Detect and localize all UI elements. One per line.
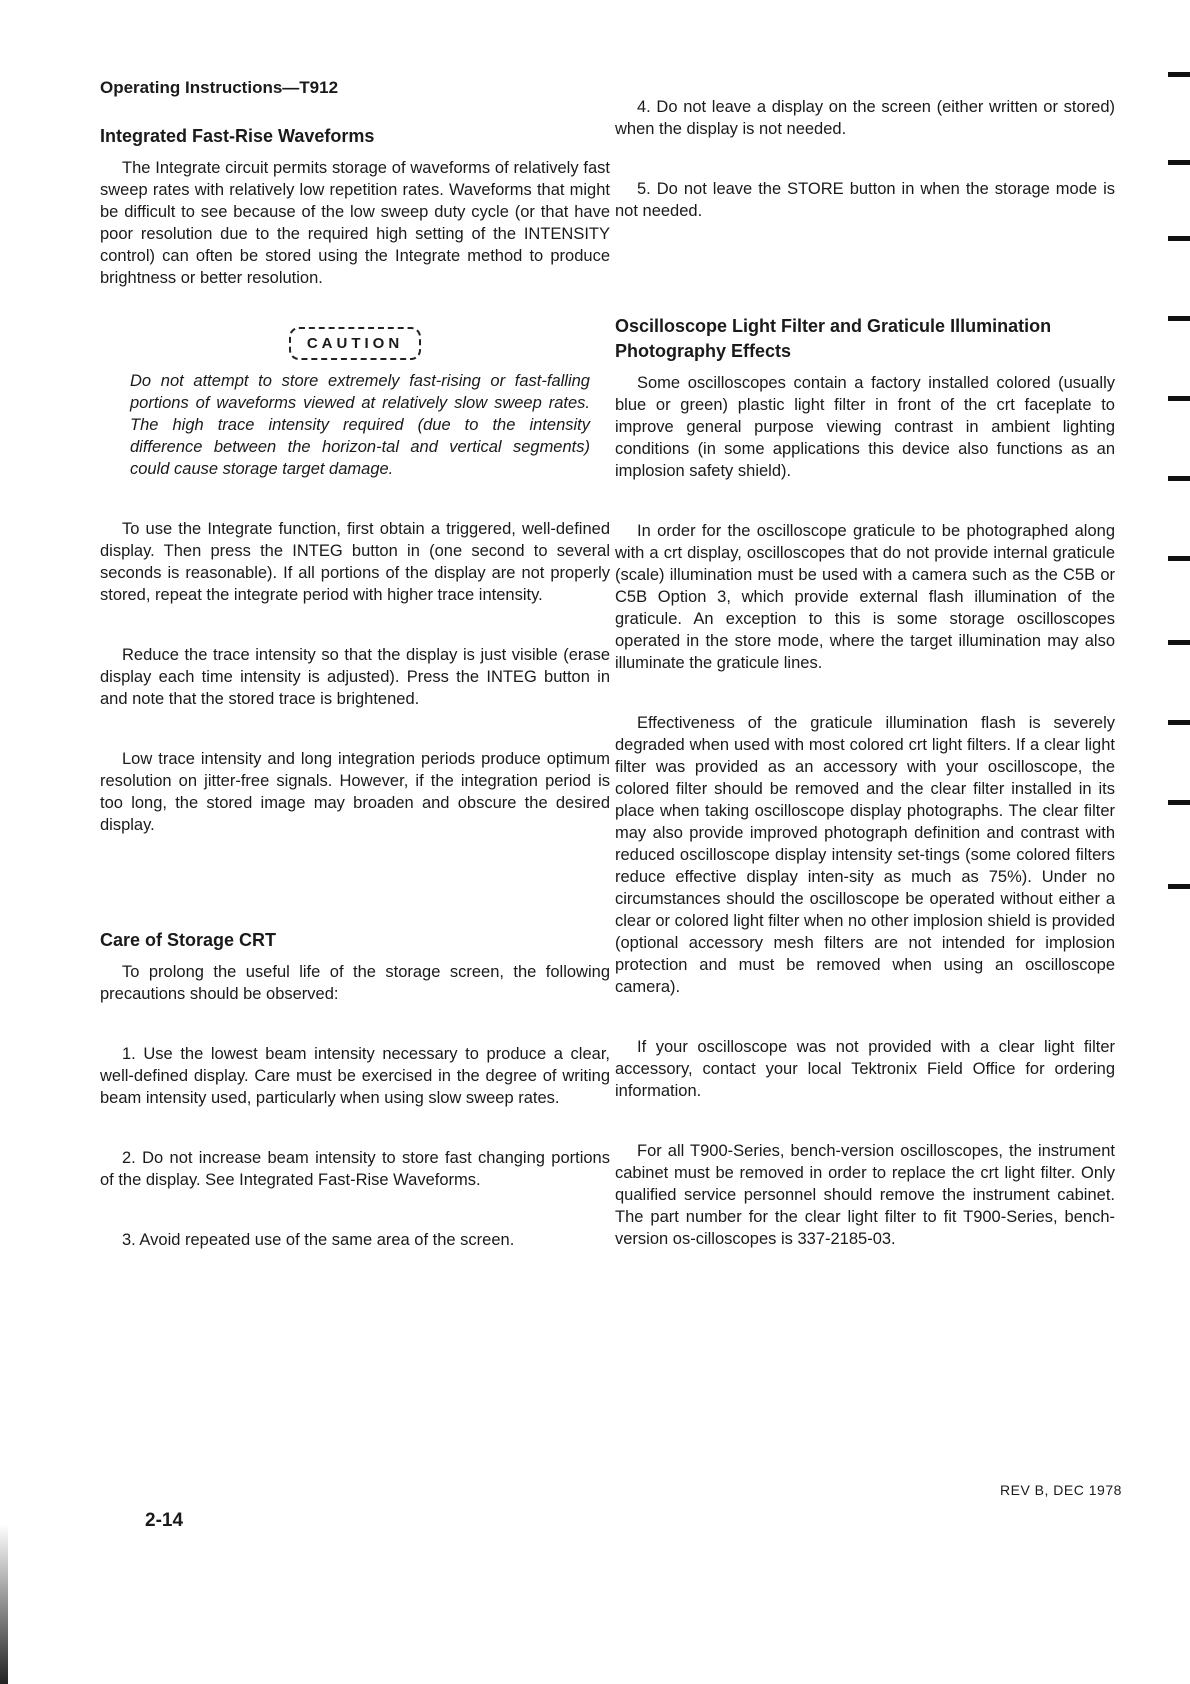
precaution-item-1: 1. Use the lowest beam intensity necessary to produce a clear, well-defined display. Care must be exercised in the degree of writing beam intensity used, particularly when using slow sweep rates. [100, 1045, 610, 1107]
edge-tab-mark [1168, 720, 1190, 725]
paragraph-integrate-use: To use the Integrate function, first obtain a triggered, well-defined display. Then press the INTEG button in (one second to several seconds is reasonable). If all portions of the display are not properly stored, repeat the integrate period with higher trace intensity. [100, 520, 610, 604]
paragraph-integrate-intro: The Integrate circuit permits storage of waveforms of relatively fast sweep rates with relatively low repetition rates. Waveforms that might be difficult to see because of the low sweep duty cycle (or that have poor resolution due to the required high setting of the INTENSITY control) can often be stored using the Integrate method to produce brightness or better resolution. [100, 159, 610, 287]
paragraph-graticule-photograph: In order for the oscilloscope graticule to be photographed along with a crt display, oscilloscopes that do not provide internal graticule (scale) illumination must be used with a camera such as the C5B or C5B Option 3, which provide external flash illumination of the graticule. An exception to this is some storage oscilloscopes operated in the store mode, where the target illumination may also illuminate the graticule lines. [615, 522, 1115, 672]
caution-text: Do not attempt to store extremely fast-rising or fast-falling portions of waveforms viewed at relatively slow sweep rates. The high trace intensity required (due to the intensity difference between the horizon-tal and vertical segments) could cause storage target damage. [130, 372, 590, 478]
precaution-item-4: 4. Do not leave a display on the screen (either written or stored) when the display is not needed. [615, 98, 1115, 138]
running-head: Operating Instructions—T912 [100, 78, 339, 97]
paragraph-precautions-intro: To prolong the useful life of the storage screen, the following precautions should be observed: [100, 963, 610, 1003]
edge-tab-mark [1168, 476, 1190, 481]
precaution-item-5: 5. Do not leave the STORE button in when the storage mode is not needed. [615, 180, 1115, 220]
edge-tab-mark [1168, 396, 1190, 401]
page-number: 2-14 [145, 1510, 184, 1531]
paragraph-reduce-intensity: Reduce the trace intensity so that the display is just visible (erase display each time intensity is adjusted). Press the INTEG button in and note that the stored trace is brightened. [100, 646, 610, 708]
paragraph-part-number: For all T900-Series, bench-version oscilloscopes, the instrument cabinet must be removed in order to replace the crt light filter. Only qualified service personnel should remove the instrument cabinet. The part number for the clear light filter to fit T900-Series, bench-version os-cilloscopes is 337-2185-03. [615, 1142, 1115, 1248]
caution-label: CAUTION [289, 327, 421, 360]
edge-tab-mark [1168, 160, 1190, 165]
paragraph-low-intensity: Low trace intensity and long integration periods produce optimum resolution on jitter-free signals. However, if the integration period is too long, the stored image may broaden and obscure the desired display. [100, 750, 610, 834]
edge-tab-mark [1168, 72, 1190, 77]
section-title-care-storage-crt: Care of Storage CRT [100, 930, 277, 950]
edge-tab-mark [1168, 884, 1190, 889]
section-title-integrated-waveforms: Integrated Fast-Rise Waveforms [100, 126, 375, 146]
right-column [615, 96, 1115, 1250]
edge-tab-mark [1168, 800, 1190, 805]
revision-note: REV B, DEC 1978 [1000, 1482, 1122, 1498]
edge-tab-mark [1168, 640, 1190, 645]
caution-banner [100, 327, 610, 360]
section-title-light-filter: Oscilloscope Light Filter and Graticule Illumination Photography Effects [615, 316, 1052, 361]
paragraph-ordering-info: If your oscilloscope was not provided with a clear light filter accessory, contact your local Tektronix Field Office for ordering information. [615, 1038, 1115, 1100]
edge-tab-mark [1168, 236, 1190, 241]
paragraph-flash-effectiveness: Effectiveness of the graticule illumination flash is severely degraded when used with most colored crt light filters. If a clear light filter was provided as an accessory with your oscilloscope, the colored filter should be removed and the clear filter installed in its place when taking oscilloscope display photographs. The clear filter may also provide improved photograph definition and contrast with reduced oscilloscope display intensity set-tings (some colored filters reduce effective display inten-sity as much as 75%). Under no circumstances should the oscilloscope be operated without either a clear or colored light filter when no other implosion shield is provided (optional accessory mesh filters are not intended for implosion protection and must be removed when using an oscilloscope camera). [615, 714, 1115, 996]
edge-tab-mark [1168, 556, 1190, 561]
precaution-item-2: 2. Do not increase beam intensity to store fast changing portions of the display. See Integrated Fast-Rise Waveforms. [100, 1149, 610, 1189]
left-column [100, 78, 610, 1251]
edge-tab-mark [1168, 316, 1190, 321]
binding-edge [0, 1524, 8, 1684]
precaution-item-3: 3. Avoid repeated use of the same area of the screen. [122, 1231, 515, 1249]
paragraph-light-filter: Some oscilloscopes contain a factory installed colored (usually blue or green) plastic light filter in front of the crt faceplate to improve general purpose viewing contrast in ambient lighting conditions (in some applications this device also functions as an implosion safety shield). [615, 374, 1115, 480]
